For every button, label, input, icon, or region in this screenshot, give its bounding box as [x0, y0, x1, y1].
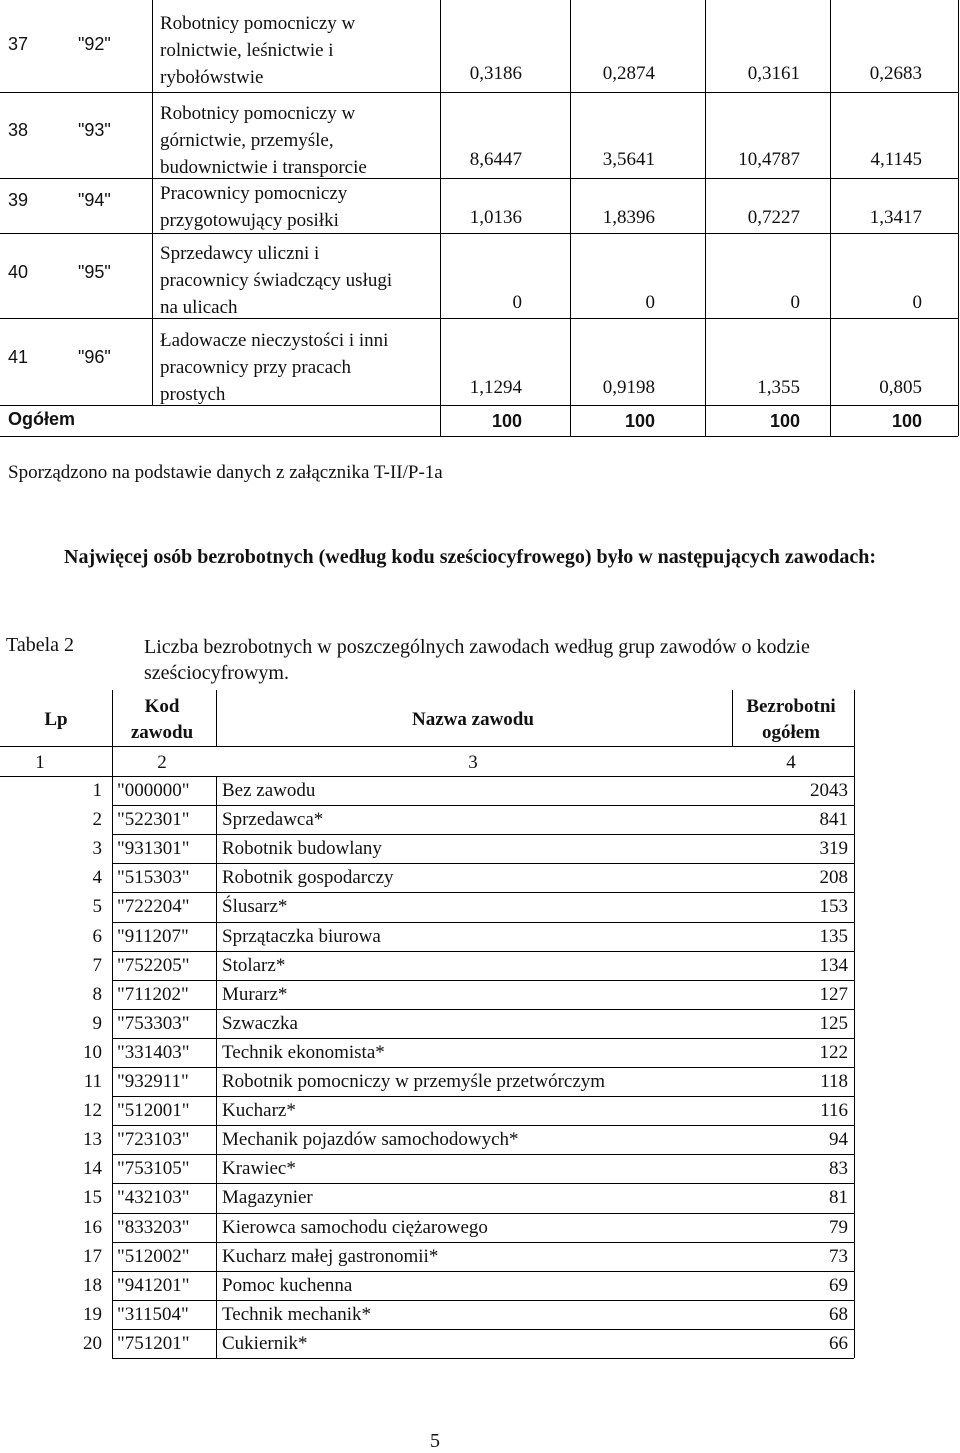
row-code: "911207": [117, 925, 189, 947]
table-caption: Liczba bezrobotnych w poszczególnych zawodach według grup zawodów o kodzie sześciocyfrowym.: [144, 636, 810, 684]
table-rule: [0, 405, 958, 406]
row-code: "96": [78, 347, 111, 367]
row-count: 2043: [810, 780, 848, 801]
section-heading: Najwięcej osób bezrobotnych (według kodu sześciocyfrowego) było w następujących zawodach:: [64, 546, 876, 568]
table-rule: [112, 805, 854, 806]
table-rule: [0, 776, 854, 777]
row-lp: 12: [83, 1100, 102, 1122]
row-lp: 3: [92, 838, 102, 860]
row-occupation: Ślusarz*: [222, 896, 288, 918]
row-count: 134: [819, 954, 848, 976]
row-code: "522301": [117, 809, 190, 831]
row-value: 3,5641: [602, 149, 655, 170]
header-bezrobotni: Bezrobotni ogółem: [746, 696, 836, 743]
row-count: 153: [819, 896, 848, 918]
row-lp: 15: [83, 1187, 102, 1209]
row-value: 10,4787: [738, 149, 800, 170]
row-value: 0: [512, 292, 522, 313]
row-occupation: Cukiernik*: [222, 1332, 308, 1354]
row-value: 0,7227: [747, 207, 800, 228]
table-rule: [112, 1038, 854, 1039]
row-code: "94": [78, 190, 111, 210]
table-rule: [152, 0, 153, 405]
row-code: "711202": [117, 983, 189, 1005]
table-rule: [0, 92, 958, 93]
total-value: 100: [769, 411, 800, 431]
table-rule: [112, 1213, 854, 1214]
row-occupation: Kucharz*: [222, 1100, 296, 1122]
row-lp: 5: [92, 896, 102, 918]
row-name: [160, 10, 450, 91]
row-lp: 17: [83, 1245, 102, 1267]
row-count: 68: [829, 1303, 848, 1325]
row-value: 0: [645, 292, 655, 313]
row-occupation: Bez zawodu: [222, 780, 316, 801]
row-name-line: górnictwie, przemyśle,: [160, 130, 334, 151]
table-rule: [216, 776, 217, 1358]
row-lp: 19: [83, 1303, 102, 1325]
row-name-line: Robotnicy pomocniczy w: [160, 13, 356, 34]
col-number: 4: [786, 752, 796, 773]
row-name-line: pracownicy świadczący usługi: [160, 270, 393, 291]
row-value: 1,355: [757, 377, 800, 398]
source-note: Sporządzono na podstawie danych z załącznika T-II/P-1a: [8, 462, 443, 483]
row-lp: 39: [8, 190, 29, 210]
row-lp: 41: [8, 347, 29, 367]
table-rule: [112, 1242, 854, 1243]
table-rule: [112, 1183, 854, 1184]
row-lp: 11: [83, 1071, 102, 1092]
row-count: 127: [819, 983, 848, 1005]
row-occupation: Kierowca samochodu ciężarowego: [222, 1216, 488, 1238]
table-rule: [112, 980, 854, 981]
table-rule: [112, 1271, 854, 1272]
row-lp: 4: [92, 867, 102, 889]
row-code: "512002": [117, 1245, 190, 1267]
row-value: 1,0136: [469, 207, 522, 228]
row-value: 0,805: [879, 377, 922, 398]
row-occupation: Magazynier: [222, 1187, 313, 1209]
row-value: 0: [912, 292, 922, 313]
row-code: "722204": [117, 896, 190, 918]
total-value: 100: [891, 411, 922, 431]
row-lp: 8: [92, 983, 102, 1005]
row-code: "93": [78, 120, 111, 140]
table-rule: [732, 690, 733, 746]
row-count: 81: [829, 1187, 848, 1209]
row-value: 4,1145: [870, 149, 922, 170]
table-rule: [0, 318, 958, 319]
row-count: 841: [819, 809, 848, 831]
table-rule: [112, 834, 854, 835]
row-code: "512001": [117, 1100, 190, 1122]
header-kod: Kod zawodu: [130, 696, 194, 743]
row-occupation: Krawiec*: [222, 1158, 296, 1180]
row-code: "515303": [117, 867, 190, 889]
row-code: "941201": [117, 1274, 190, 1296]
table-rule: [112, 922, 854, 923]
row-name: [160, 327, 450, 408]
table-rule: [216, 690, 217, 746]
row-lp: 37: [8, 34, 29, 54]
row-code: "931301": [117, 838, 190, 860]
row-code: "833203": [117, 1216, 190, 1238]
row-name-line: Robotnicy pomocniczy w: [160, 103, 356, 124]
table-rule: [0, 233, 958, 234]
row-occupation: Mechanik pojazdów samochodowych*: [222, 1129, 519, 1151]
row-code: "000000": [117, 780, 190, 801]
row-lp: 16: [83, 1216, 102, 1238]
row-lp: 10: [83, 1041, 102, 1063]
row-count: 79: [829, 1216, 848, 1238]
row-occupation: Sprzedawca*: [222, 809, 324, 831]
row-lp: 2: [92, 809, 102, 831]
table-rule: [112, 690, 113, 1358]
row-count: 135: [819, 925, 848, 947]
row-count: 125: [819, 1012, 848, 1034]
row-lp: 38: [8, 120, 29, 140]
row-occupation: Murarz*: [222, 983, 288, 1005]
row-name: [160, 240, 450, 321]
col-number: 3: [468, 752, 478, 773]
row-occupation: Kucharz małej gastronomii*: [222, 1245, 439, 1267]
row-lp: 40: [8, 262, 29, 282]
row-value: 0,9198: [602, 377, 655, 398]
row-name-line: Pracownicy pomocniczy: [160, 183, 348, 204]
table-rule: [112, 1358, 854, 1359]
table-rule: [958, 0, 959, 436]
row-name-line: rybołówstwie: [160, 67, 264, 88]
table-rule: [112, 1154, 854, 1155]
row-value: 1,1294: [469, 377, 522, 398]
row-code: "751201": [117, 1332, 190, 1354]
row-count: 73: [829, 1245, 848, 1267]
row-count: 69: [829, 1274, 848, 1296]
row-name-line: Sprzedawcy uliczni i: [160, 243, 320, 264]
row-lp: 14: [83, 1158, 102, 1180]
row-value: 0,2683: [869, 63, 922, 84]
table-rule: [112, 1300, 854, 1301]
row-count: 319: [819, 838, 848, 860]
row-occupation: Robotnik pomocniczy w przemyśle przetwórczym: [222, 1071, 606, 1092]
table-rule: [112, 1125, 854, 1126]
row-name-line: Ładowacze nieczystości i inni: [160, 330, 389, 351]
row-name-line: na ulicach: [160, 297, 238, 318]
table-rule: [854, 690, 855, 1358]
page-number: 5: [430, 1430, 440, 1452]
total-value: 100: [491, 411, 522, 431]
row-code: "753303": [117, 1012, 190, 1034]
row-code: "753105": [117, 1158, 190, 1180]
header-nazwa: Nazwa zawodu: [412, 709, 534, 730]
header-lp: Lp: [44, 709, 68, 730]
row-lp: 1: [92, 780, 102, 801]
row-occupation: Pomoc kuchenna: [222, 1274, 353, 1296]
row-occupation: Technik ekonomista*: [222, 1041, 385, 1063]
row-code: "723103": [117, 1129, 190, 1151]
row-value: 1,3417: [869, 207, 922, 228]
row-value: 0,3161: [747, 63, 800, 84]
row-name-line: przygotowujący posiłki: [160, 210, 339, 231]
row-name-line: budownictwie i transporcie: [160, 157, 367, 178]
row-count: 94: [829, 1129, 848, 1151]
row-value: 1,8396: [602, 207, 655, 228]
table-rule: [112, 951, 854, 952]
row-occupation: Technik mechanik*: [222, 1303, 372, 1325]
row-lp: 13: [83, 1129, 102, 1151]
row-occupation: Szwaczka: [222, 1012, 298, 1034]
row-code: "932911": [117, 1071, 189, 1092]
row-value: 0,2874: [602, 63, 655, 84]
table-label: Tabela 2: [6, 634, 75, 656]
row-code: "92": [78, 34, 111, 54]
col-number: 2: [157, 752, 167, 773]
table-rule: [0, 746, 854, 747]
row-count: 118: [820, 1071, 848, 1092]
table-rule: [112, 1096, 854, 1097]
row-occupation: Robotnik budowlany: [222, 838, 382, 860]
row-name: [160, 180, 450, 234]
row-count: 122: [819, 1041, 848, 1063]
row-code: "331403": [117, 1041, 190, 1063]
row-name: [160, 100, 450, 181]
row-lp: 20: [83, 1332, 102, 1354]
table-rule: [112, 1067, 854, 1068]
row-code: "311504": [117, 1303, 189, 1325]
row-code: "432103": [117, 1187, 190, 1209]
col-number: 1: [35, 752, 45, 773]
row-count: 83: [829, 1158, 848, 1180]
table-rule: [112, 1009, 854, 1010]
row-value: 0,3186: [469, 63, 522, 84]
row-value: 0: [790, 292, 800, 313]
row-lp: 7: [92, 954, 102, 976]
row-lp: 18: [83, 1274, 102, 1296]
total-value: 100: [624, 411, 655, 431]
row-code: "752205": [117, 954, 190, 976]
occupation-group-table: [0, 0, 958, 436]
table-rule: [112, 863, 854, 864]
table-rule: [112, 892, 854, 893]
row-count: 208: [819, 867, 848, 889]
row-occupation: Sprzątaczka biurowa: [222, 925, 381, 947]
row-name-line: prostych: [160, 384, 226, 405]
row-lp: 9: [92, 1012, 102, 1034]
row-name-line: pracownicy przy pracach: [160, 357, 351, 378]
row-count: 66: [829, 1332, 848, 1354]
table-rule: [0, 436, 958, 437]
total-label: Ogółem: [8, 409, 76, 429]
row-code: "95": [78, 262, 111, 282]
row-name-line: rolnictwie, leśnictwie i: [160, 40, 334, 61]
row-occupation: Robotnik gospodarczy: [222, 867, 394, 889]
table-rule: [0, 178, 958, 179]
row-value: 8,6447: [469, 149, 522, 170]
table-rule: [112, 1329, 854, 1330]
row-lp: 6: [92, 925, 102, 947]
row-occupation: Stolarz*: [222, 954, 286, 976]
row-count: 116: [820, 1100, 848, 1122]
